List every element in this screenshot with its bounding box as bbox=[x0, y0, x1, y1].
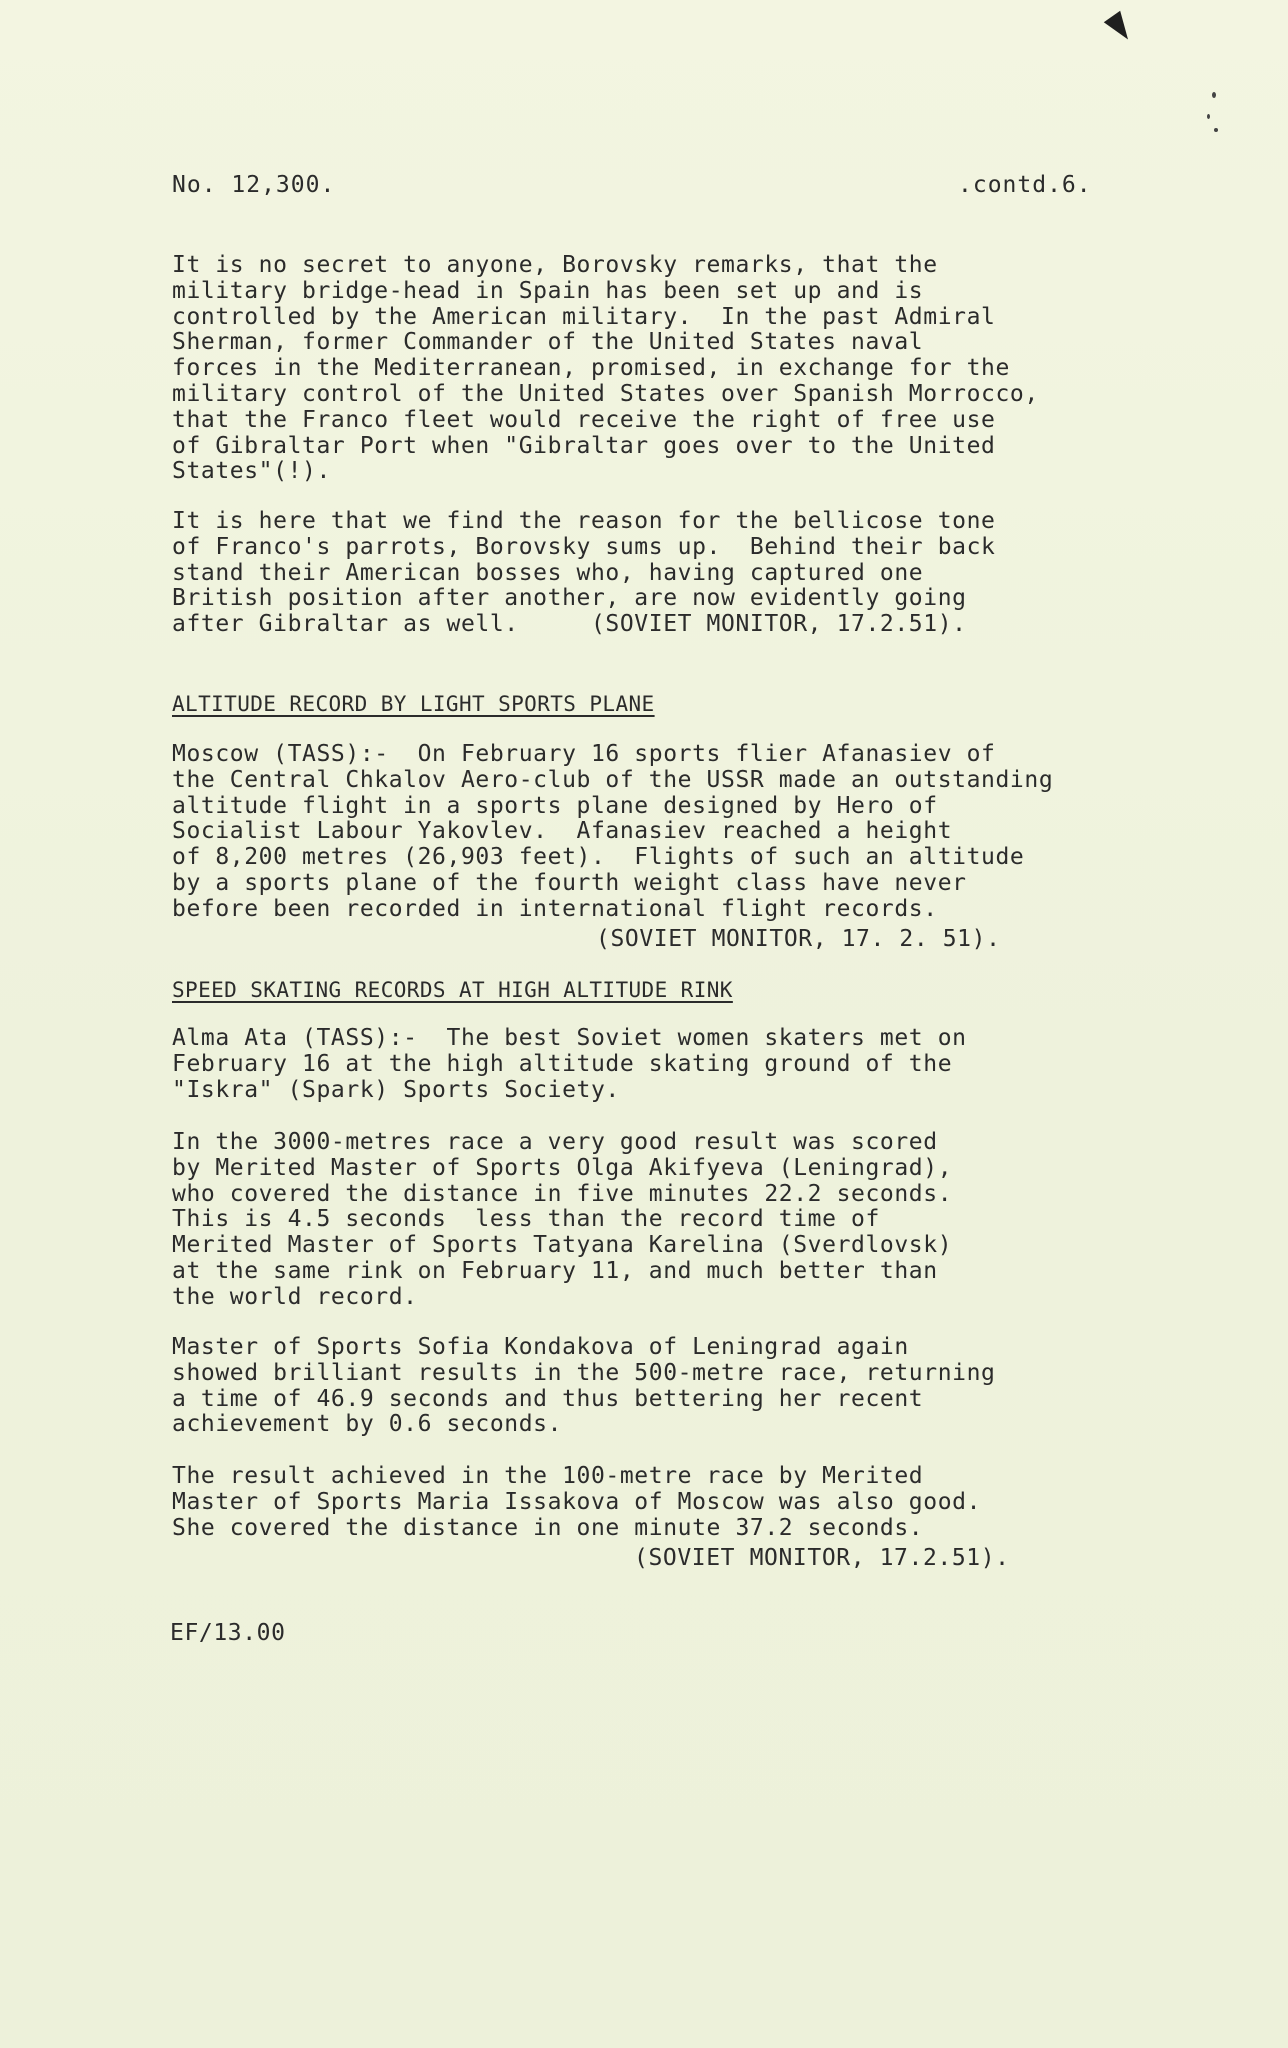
footer-reference: EF/13.00 bbox=[170, 1620, 286, 1646]
altitude-record-heading: ALTITUDE RECORD BY LIGHT SPORTS PLANE bbox=[172, 692, 655, 716]
intro-paragraph-1: It is no secret to anyone, Borovsky remarks, that the military bridge-head in Spain has been set up and is controlled by the American military. In the past Admiral Sherman, former Commander of the United States naval forces in the Mediterranean, promised, in exchange for the military control of the United States over Spanish Morrocco, that the Franco fleet would receive the right of free use of Gibraltar Port when "Gibraltar goes over to the United States"(!). bbox=[172, 252, 1039, 485]
altitude-record-paragraph: Moscow (TASS):- On February 16 sports flier Afanasiev of the Central Chkalov Aero-club of the USSR made an outstanding altitude flight in a sports plane designed by Hero of Socialist Labour Yakovlev. Afanasiev reached a height of 8,200 metres (26,903 feet). Flights of such an altitude by a sports plane of the fourth weight class have never before been recorded in international flight records. bbox=[172, 741, 1054, 922]
ink-speck bbox=[1212, 92, 1216, 98]
ink-speck bbox=[1207, 114, 1210, 119]
skating-paragraph-1: Alma Ata (TASS):- The best Soviet women skaters met on February 16 at the high altitude skating ground of the "Iskra" (Spark) Sports Society. bbox=[172, 1025, 967, 1103]
skating-paragraph-4: The result achieved in the 100-metre race by Merited Master of Sports Maria Issakova of Moscow was also good. She covered the distance in one minute 37.2 seconds. bbox=[172, 1463, 982, 1541]
altitude-record-source: (SOVIET MONITOR, 17. 2. 51). bbox=[596, 926, 1001, 952]
skating-paragraph-2: In the 3000-metres race a very good result was scored by Merited Master of Sports Olga Akifyeva (Leningrad), who covered the distance in five minutes 22.2 seconds. This is 4.5 seconds less than the record time of Merited Master of Sports Tatyana Karelina (Sverdlovsk) at the same rink on February 11, and much better than the world record. bbox=[172, 1129, 953, 1310]
skating-source: (SOVIET MONITOR, 17.2.51). bbox=[634, 1545, 1010, 1571]
continuation-mark: .contd.6. bbox=[958, 172, 1092, 198]
speed-skating-heading: SPEED SKATING RECORDS AT HIGH ALTITUDE RINK bbox=[172, 978, 733, 1002]
ink-speck bbox=[1214, 128, 1218, 132]
corner-fold-mark bbox=[1104, 11, 1136, 45]
skating-paragraph-3: Master of Sports Sofia Kondakova of Leningrad again showed brilliant results in the 500-metre race, returning a time of 46.9 seconds and thus bettering her recent achievement by 0.6 seconds. bbox=[172, 1334, 996, 1438]
document-number: No. 12,300. bbox=[172, 172, 336, 198]
intro-paragraph-2: It is here that we find the reason for the bellicose tone of Franco's parrots, Borovsky sums up. Behind their back stand their American bosses who, having captured one British position after another, are now evidently going after Gibraltar as well. (SOVIET MONITOR, 17.2.51). bbox=[172, 508, 996, 638]
